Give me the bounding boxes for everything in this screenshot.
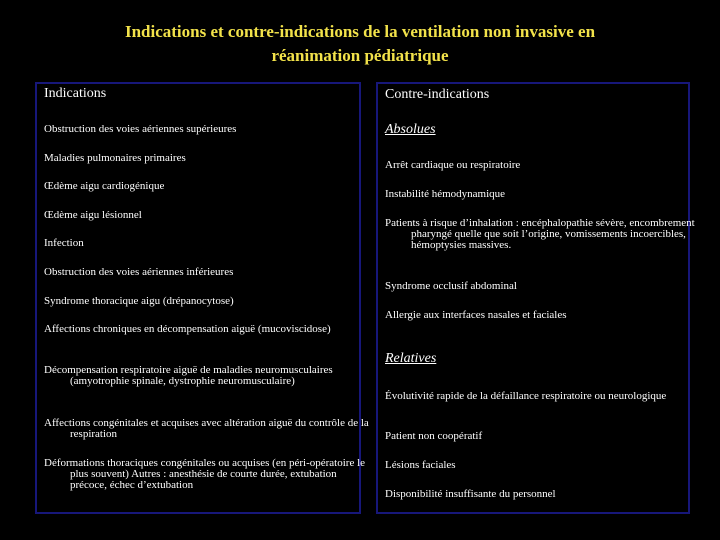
indication-item: Décompensation respiratoire aiguë de maladies neuromusculaires (amyotrophie spinale, dystrophie neuromusculaire)	[44, 364, 333, 387]
indication-item: Obstruction des voies aériennes supérieures	[44, 123, 237, 135]
title-line-2: réanimation pédiatrique	[271, 46, 449, 65]
page-title	[40, 20, 680, 68]
contraindication-item: Patient non coopératif	[385, 430, 483, 442]
indication-item: Affections chroniques en décompensation aiguë (mucoviscidose)	[44, 323, 331, 335]
indication-item: Affections congénitales et acquises avec altération aiguë du contrôle de la respiration	[44, 417, 369, 440]
indication-item: Syndrome thoracique aigu (drépanocytose)	[44, 295, 234, 307]
indications-heading: Indications	[44, 86, 107, 101]
absolues-heading: Absolues	[385, 122, 436, 137]
contraindication-item: Lésions faciales	[385, 459, 456, 471]
relatives-heading: Relatives	[385, 351, 437, 366]
contraindications-heading: Contre-indications	[385, 87, 490, 102]
indication-item: Obstruction des voies aériennes inférieures	[44, 266, 234, 278]
indication-item: Infection	[44, 237, 84, 249]
indication-item: Œdème aigu cardiogénique	[44, 180, 165, 192]
contraindication-item: Instabilité hémodynamique	[385, 188, 506, 200]
contraindication-item: Arrêt cardiaque ou respiratoire	[385, 159, 521, 171]
contraindication-item: Allergie aux interfaces nasales et faciales	[385, 309, 567, 321]
indication-item: Déformations thoraciques congénitales ou acquises (en péri-opératoire le plus souvent) Autres : anesthésie de courte durée, extubation précoce, échec d’extubation	[44, 457, 366, 491]
indication-item: Œdème aigu lésionnel	[44, 209, 142, 221]
contraindication-item: Patients à risque d’inhalation : encéphalopathie sévère, encombrement pharyngé quelle que soit l’origine, vomissements incoercibles, hémoptysies massives.	[385, 217, 695, 251]
indication-item: Maladies pulmonaires primaires	[44, 152, 186, 164]
contraindication-item: Syndrome occlusif abdominal	[385, 280, 517, 292]
contraindications-panel	[376, 82, 690, 514]
contraindication-item: Évolutivité rapide de la défaillance respiratoire ou neurologique	[385, 390, 667, 402]
contraindication-item: Disponibilité insuffisante du personnel	[385, 488, 556, 500]
title-line-1: Indications et contre-indications de la ventilation non invasive en	[124, 22, 596, 41]
